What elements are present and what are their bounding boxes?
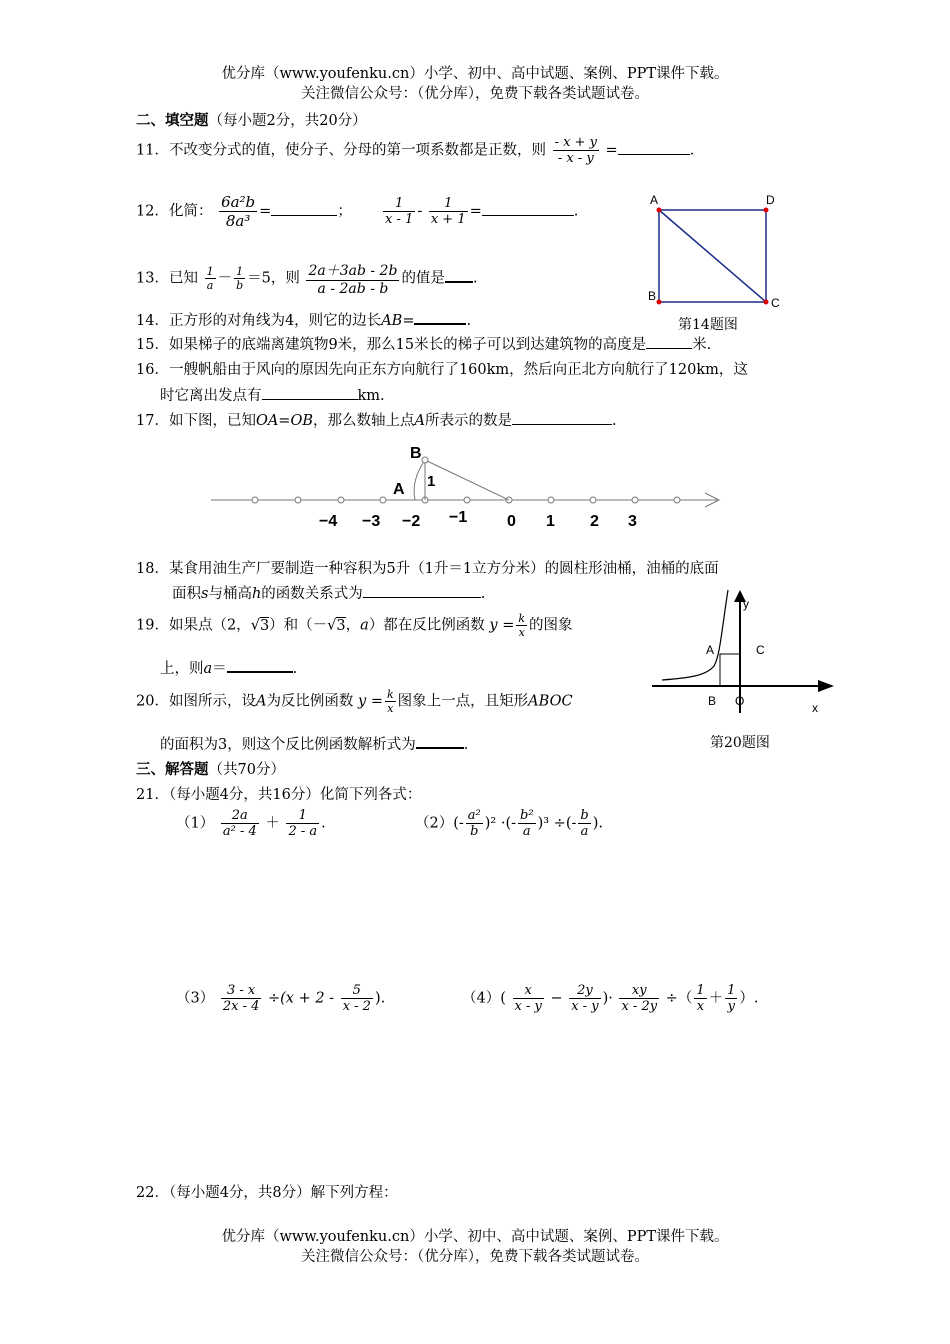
tick-label: 3	[628, 513, 637, 530]
footer-line-1: 优分库（www.youfenku.cn）小学、初中、高中试题、案例、PPT课件下载。	[221, 1229, 729, 1245]
q20-fraction: $\frac{k}{x}$	[387, 688, 394, 715]
question-18-line-1: 18．某食用油生产厂要制造一种容积为5升（1升＝1立方分米）的圆柱形油桶，油桶的底面	[136, 561, 719, 577]
question-16-line-2: 时它离出发点有 km.	[160, 388, 385, 404]
section-note: （每小题2分，共20分）	[208, 113, 367, 129]
section-title: 二、填空题	[136, 112, 209, 129]
q12-fraction-2: $\frac{1}{x - 1}$	[385, 196, 414, 227]
question-12: 12．化简： $\frac{\text{6a²b}}{\text{8a³}}$ = ； $\frac{1}{x - 1}$ - $\frac{1}{x + 1}$ = .	[136, 193, 579, 230]
tick-label: −4	[319, 513, 338, 530]
question-22-title: 22．（每小题4分，共8分）解下列方程：	[136, 1185, 398, 1201]
vertex-d-dot	[764, 208, 769, 213]
point-a-label: A	[706, 643, 715, 657]
hypotenuse-ob	[425, 460, 509, 500]
x-axis-arrow	[818, 680, 834, 692]
point-c-label: C	[756, 643, 765, 657]
vertex-b-label: B	[648, 289, 657, 303]
header-line-2: 关注微信公众号：（优分库），免费下载各类试题试卷。	[301, 86, 649, 102]
q16-answer-blank[interactable]	[262, 399, 358, 400]
vertex-a-label: A	[650, 193, 659, 207]
q11-answer-blank[interactable]	[618, 154, 690, 155]
tick-label: −1	[449, 509, 468, 526]
tick-label: −2	[402, 513, 421, 530]
question-20-line-2: 的面积为3，则这个反比例函数解析式为 .	[160, 737, 469, 753]
figure-14-caption: 第14题图	[678, 317, 738, 333]
tick-label: 0	[507, 513, 516, 530]
q20-answer-blank[interactable]	[416, 747, 464, 749]
question-17: 17．如下图，已知OA=OB，那么数轴上点A所表示的数是 .	[136, 413, 617, 429]
question-19-line-1: 19．如果点（2，√3）和（－√3，a）都在反比例函数 y = $\frac{k}{x}$ 的图象	[136, 612, 573, 639]
section-3-heading: 三、解答题（共70分）	[136, 761, 285, 778]
q18-answer-blank[interactable]	[363, 597, 481, 598]
q17-answer-blank[interactable]	[512, 424, 612, 425]
rectangle-aboc	[720, 654, 740, 686]
q12-fraction-1: $\frac{\text{6a²b}}{\text{8a³}}$	[221, 193, 256, 230]
vertex-a-dot	[657, 208, 662, 213]
question-21-title: 21．（每小题4分，共16分）化简下列各式：	[136, 787, 422, 803]
x-label: x	[812, 701, 818, 715]
vertex-b-dot	[657, 300, 662, 305]
label-b: B	[410, 445, 422, 462]
question-14: 14．正方形的对角线为4，则它的边长AB= .	[136, 313, 472, 329]
origin-label: O	[735, 694, 745, 708]
q19-fraction: $\frac{k}{x}$	[518, 612, 526, 639]
question-21-part-4: （4）( $\frac{x}{x - y}$ − $\frac{2y}{x - y}$ )· $\frac{xy}{x - 2y}$ ÷（ $\frac{1}{x}$ ＋ $\frac{1}{y}$ ）.	[462, 983, 759, 1014]
vertex-c-dot	[764, 300, 769, 305]
compass-arc	[414, 460, 425, 500]
tick-label: 1	[546, 513, 555, 530]
question-15: 15．如果梯子的底端离建筑物9米，那么15米长的梯子可以到达建筑物的高度是 米.	[136, 337, 712, 353]
tick-labels	[319, 509, 637, 530]
figure-20-graph	[648, 588, 848, 718]
q12-fraction-3: $\frac{1}{x + 1}$	[430, 196, 466, 227]
question-16-line-1: 16．一艘帆船由于风向的原因先向正东方向航行了160km，然后向正北方向航行了120km，这	[136, 362, 748, 378]
q11-fraction: $\frac{- x + y}{- x - y}$	[554, 135, 597, 166]
q13-answer-blank[interactable]	[445, 281, 473, 283]
question-21-part-2: （2）(- $\frac{\text{a²}}{b}$ )² ·(- $\frac{\text{b²}}{a}$ )³ ÷(- $\frac{b}{a}$ ).	[415, 808, 603, 839]
label-a: A	[393, 481, 405, 498]
tick-label: 2	[590, 513, 599, 530]
question-18-line-2: 面积s与桶高h的函数关系式为 .	[172, 586, 486, 602]
header-line-1: 优分库（www.youfenku.cn）小学、初中、高中试题、案例、PPT课件下载。	[221, 66, 729, 82]
question-20-line-1: 20．如图所示，设A为反比例函数 y = $\frac{k}{x}$ 图象上一点，且矩形ABOC	[136, 688, 573, 715]
question-19-line-2: 上，则a＝ .	[160, 661, 298, 677]
question-13: 13．已知 $\frac{1}{a}$ － $\frac{1}{b}$ ＝5，则 $\frac{2a+3ab - 2b}{a - 2ab - b}$ 的值是 .	[136, 260, 478, 297]
number-line-figure	[205, 440, 730, 535]
label-one: 1	[427, 473, 436, 490]
tick-label: −3	[362, 513, 381, 530]
sqrt-sign: √	[250, 617, 260, 634]
square-diagonal	[659, 210, 766, 302]
q12-answer-blank-1[interactable]	[271, 215, 337, 216]
vertex-d-label: D	[766, 193, 775, 207]
section-2-heading	[136, 109, 367, 130]
vertex-c-label: C	[771, 296, 780, 310]
hyperbola-curve	[662, 590, 728, 680]
question-11: 11．不改变分式的值，使分子、分母的第一项系数都是正数，则 $\frac{- x + y}{- x - y}$ = ．	[136, 135, 705, 166]
question-21-part-1: （1） $\frac{2a}{\text{a² - 4}}$ ＋ $\frac{1}{2 - a}$ .	[176, 808, 326, 839]
q11-text: 11．不改变分式的值，使分子、分母的第一项系数都是正数，则	[136, 142, 546, 159]
q15-answer-blank[interactable]	[646, 348, 692, 349]
footer-line-2: 关注微信公众号：（优分库），免费下载各类试题试卷。	[301, 1249, 649, 1265]
q12-answer-blank-2[interactable]	[482, 215, 574, 216]
y-label: y	[743, 597, 749, 611]
point-b	[422, 457, 428, 463]
q19-answer-blank[interactable]	[227, 671, 293, 673]
figure-20-caption: 第20题图	[710, 735, 770, 751]
question-21-part-3: （3） $\frac{3 - x}{2x - 4}$ ÷(x + 2 - $\frac{5}{x - 2}$ ).	[176, 983, 386, 1014]
q14-answer-blank[interactable]	[414, 323, 466, 325]
q13-fraction: $\frac{2a+3ab - 2b}{a - 2ab - b}$	[306, 260, 399, 297]
point-b-label: B	[708, 694, 717, 708]
